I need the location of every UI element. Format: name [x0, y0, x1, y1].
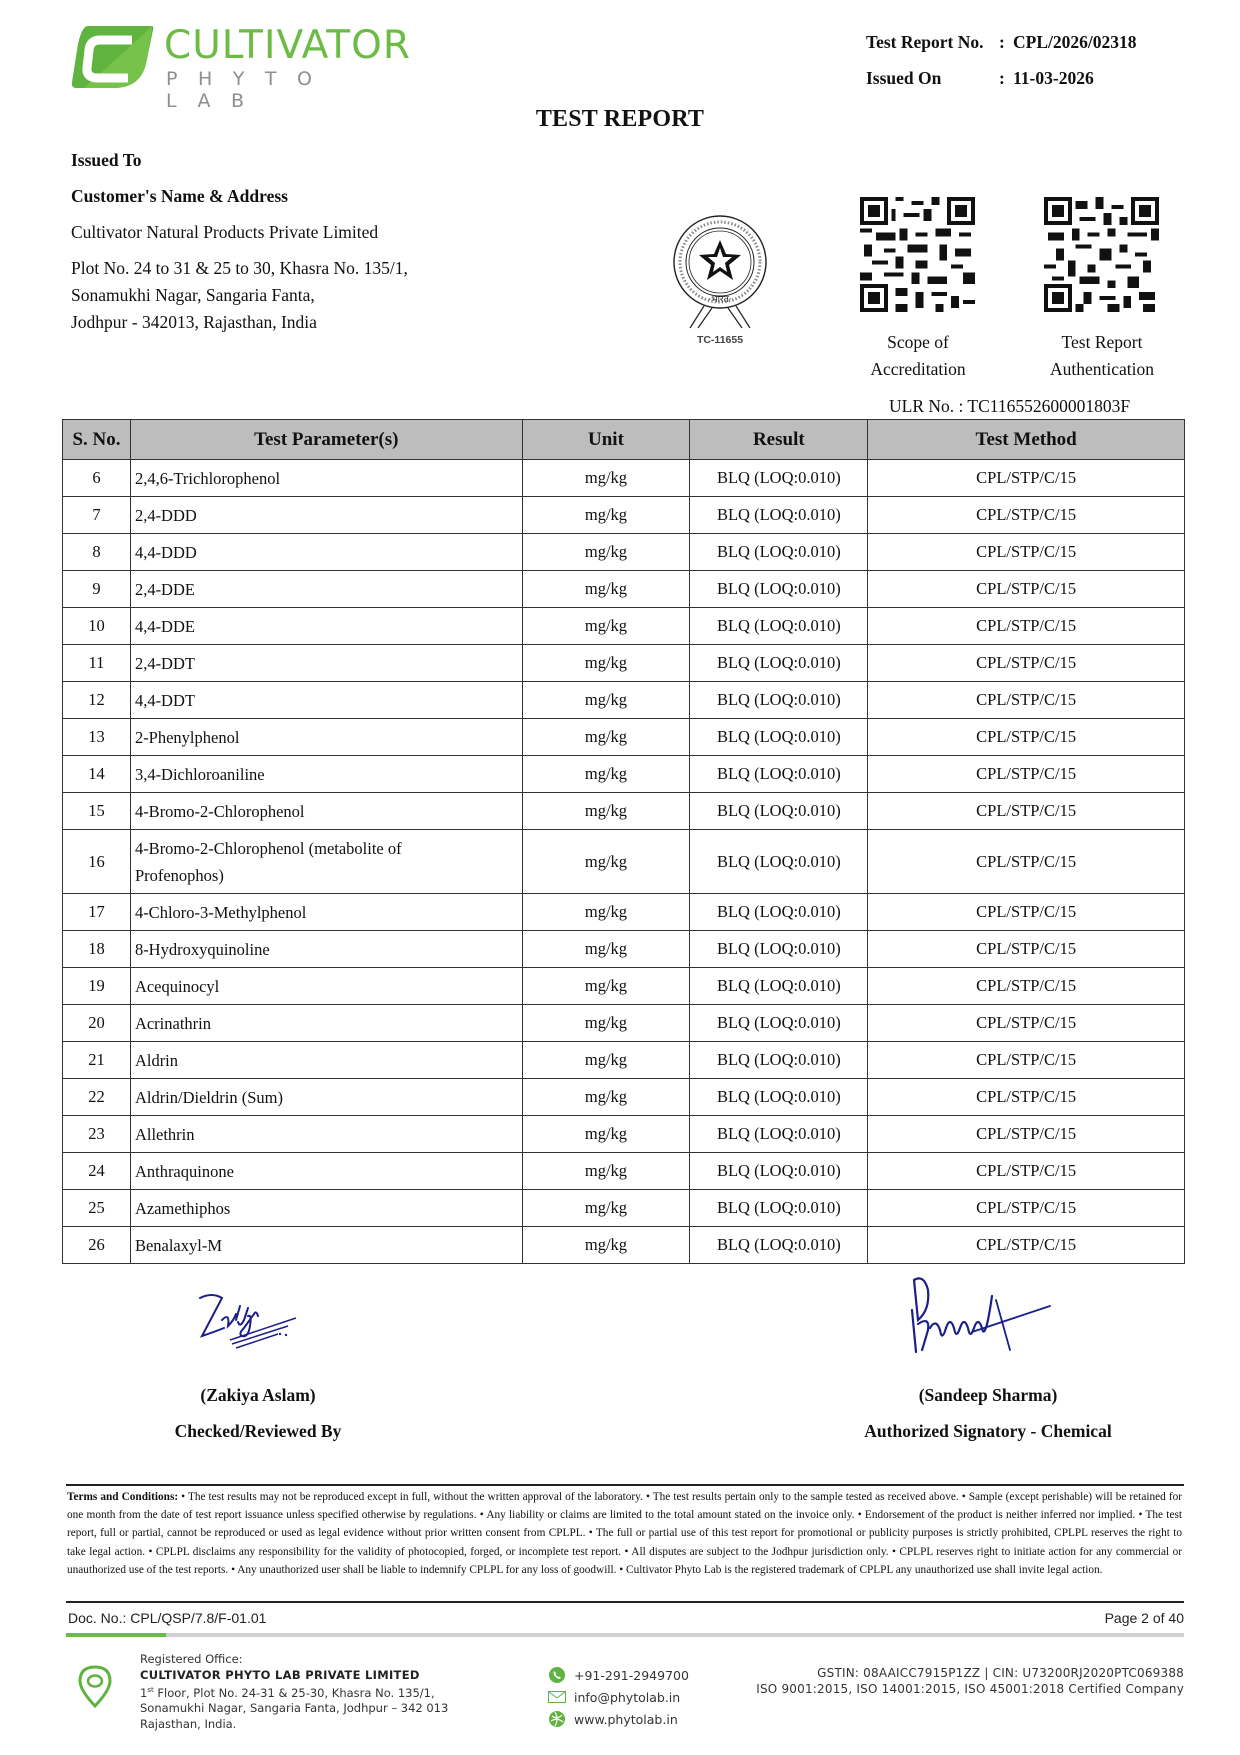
issued-on-value: 11-03-2026 — [1013, 67, 1094, 88]
qr-caption-scope — [828, 329, 1008, 383]
registered-office — [140, 1652, 448, 1732]
cell-unit: mg/kg — [522, 1042, 690, 1079]
parameter-name: 2-Phenylphenol — [134, 727, 240, 747]
signature-zakiya-icon — [192, 1276, 312, 1366]
cell-unit: mg/kg — [522, 756, 690, 793]
cell-sno: 16 — [63, 830, 131, 894]
cell-unit: mg/kg — [522, 608, 690, 645]
cell-method: CPL/STP/C/15 — [868, 830, 1185, 894]
footer-accent-bar — [66, 1633, 166, 1637]
cell-unit: mg/kg — [522, 719, 690, 756]
cell-sno: 9 — [63, 571, 131, 608]
table-row — [63, 571, 1185, 608]
office-label: Registered Office: — [140, 1652, 243, 1666]
table-row — [63, 894, 1185, 931]
address-line-1: Plot No. 24 to 31 & 25 to 30, Khasra No. 135/1, — [71, 258, 408, 278]
cell-unit: mg/kg — [522, 968, 690, 1005]
parameter-name: Azamethiphos — [134, 1198, 231, 1218]
cell-result: BLQ (LOQ:0.010) — [690, 719, 868, 756]
cell-result: BLQ (LOQ:0.010) — [690, 534, 868, 571]
cell-sno: 8 — [63, 534, 131, 571]
table-row — [63, 682, 1185, 719]
qr-code-icon[interactable] — [1044, 197, 1159, 312]
cell-result: BLQ (LOQ:0.010) — [690, 1042, 868, 1079]
parameter-name-continued: Profenophos) — [134, 865, 224, 885]
report-number-label: Test Report No. — [866, 31, 984, 52]
cell-sno: 20 — [63, 1005, 131, 1042]
divider — [66, 1601, 1184, 1603]
cell-parameter — [130, 1227, 522, 1264]
cell-sno: 10 — [63, 608, 131, 645]
svg-text:·भारत·: ·भारत· — [708, 295, 732, 305]
cell-parameter — [130, 1005, 522, 1042]
table-row — [63, 1153, 1185, 1190]
contact-website[interactable] — [548, 1708, 689, 1730]
leaf-c-logo-icon — [70, 24, 154, 90]
signature-sandeep-icon — [900, 1270, 1080, 1360]
cell-unit: mg/kg — [522, 1153, 690, 1190]
cell-unit: mg/kg — [522, 830, 690, 894]
cell-method: CPL/STP/C/15 — [868, 1190, 1185, 1227]
location-pin-icon — [76, 1664, 114, 1708]
cell-result: BLQ (LOQ:0.010) — [690, 608, 868, 645]
brand-subtitle: PHYTO LAB — [166, 68, 333, 112]
office-line-1 — [140, 1683, 448, 1701]
cell-method: CPL/STP/C/15 — [868, 1227, 1185, 1264]
cell-method: CPL/STP/C/15 — [868, 571, 1185, 608]
cell-unit: mg/kg — [522, 1116, 690, 1153]
results-table — [62, 419, 1185, 1264]
cell-unit: mg/kg — [522, 534, 690, 571]
parameter-name: Acrinathrin — [134, 1013, 211, 1033]
cell-sno: 7 — [63, 497, 131, 534]
cell-result: BLQ (LOQ:0.010) — [690, 931, 868, 968]
table-row — [63, 719, 1185, 756]
email-icon — [548, 1689, 566, 1705]
cell-parameter — [130, 497, 522, 534]
column-header-parameter: Test Parameter(s) — [130, 420, 522, 460]
website-url: www.phytolab.in — [574, 1711, 678, 1727]
table-row — [63, 497, 1185, 534]
brand-name: CULTIVATOR — [164, 23, 411, 68]
cell-method: CPL/STP/C/15 — [868, 1042, 1185, 1079]
terms-label: Terms and Conditions: — [67, 1491, 179, 1503]
document-number: Doc. No.: CPL/QSP/7.8/F-01.01 — [68, 1610, 267, 1626]
cell-method: CPL/STP/C/15 — [868, 645, 1185, 682]
parameter-name: Aldrin/Dieldrin (Sum) — [134, 1087, 283, 1107]
table-row — [63, 1190, 1185, 1227]
parameter-name: Anthraquinone — [134, 1161, 234, 1181]
ulr-label: ULR No. — [889, 396, 955, 416]
cell-parameter — [130, 1079, 522, 1116]
accreditation-seal — [660, 212, 780, 352]
floor-suffix: st — [147, 1686, 154, 1694]
cell-result: BLQ (LOQ:0.010) — [690, 793, 868, 830]
terms-text: • The test results may not be reproduced except in full, without the written approval of the laboratory. • The test results pertain only to the sample tested as received above. • Sample (except perishable) will be retained for one month from the date of test report issuance unless specified otherwise by regulations. • Any liability or claims are limited to the total amount stated on the invoice only. • Endorsement of the product is neither inferred nor implied. • The test report, full or partial, cannot be reproduced or used as legal evidence without prior written consent from CPLPL. • The full or partial use of this test report for promotional or publicity purposes is strictly prohibited, CPLPL reserves the right to take legal action. • CPLPL disclaims any responsibility for the validity of photocopied, forged, or incomplete test report. • All disputes are subject to the Jodhpur jurisdiction only. • CPLPL reserves right to initiate action for any commercial or unauthorized use of the test reports. • Any unauthorized user shall be liable to indemnify CPLPL for any loss of goodwill. • Cultivator Phyto Lab is the registered trademark of CPLPL any unauthorized use shall invite legal action. — [67, 1491, 1182, 1576]
globe-icon — [548, 1711, 566, 1727]
cell-parameter — [130, 894, 522, 931]
cell-result: BLQ (LOQ:0.010) — [690, 460, 868, 497]
cell-parameter — [130, 645, 522, 682]
table-body — [63, 460, 1185, 1264]
table-row — [63, 756, 1185, 793]
registration-info — [756, 1665, 1184, 1697]
contact-info — [548, 1664, 689, 1730]
caption-line: Scope of — [887, 332, 949, 352]
cell-unit: mg/kg — [522, 571, 690, 608]
cell-unit: mg/kg — [522, 460, 690, 497]
customer-name: Cultivator Natural Products Private Limited — [71, 222, 379, 242]
cell-unit: mg/kg — [522, 1079, 690, 1116]
column-header-unit: Unit — [522, 420, 690, 460]
cell-method: CPL/STP/C/15 — [868, 1153, 1185, 1190]
table-row — [63, 1079, 1185, 1116]
cell-parameter — [130, 793, 522, 830]
table-row — [63, 608, 1185, 645]
cell-unit: mg/kg — [522, 931, 690, 968]
cell-method: CPL/STP/C/15 — [868, 719, 1185, 756]
cell-result: BLQ (LOQ:0.010) — [690, 645, 868, 682]
cell-method: CPL/STP/C/15 — [868, 460, 1185, 497]
issued-on-label: Issued On — [866, 67, 942, 88]
cell-unit: mg/kg — [522, 1005, 690, 1042]
floor-number: 1 — [140, 1685, 148, 1700]
cell-unit: mg/kg — [522, 1190, 690, 1227]
cell-parameter — [130, 460, 522, 497]
office-company: CULTIVATOR PHYTO LAB PRIVATE LIMITED — [140, 1667, 420, 1682]
address-line-3: Jodhpur - 342013, Rajasthan, India — [71, 312, 317, 332]
nabl-seal-icon — [660, 212, 780, 330]
cell-sno: 17 — [63, 894, 131, 931]
report-meta — [866, 24, 1136, 96]
phone-number: +91-291-2949700 — [574, 1667, 689, 1683]
issued-to-heading: Issued To — [71, 150, 142, 170]
cell-parameter — [130, 682, 522, 719]
cell-result: BLQ (LOQ:0.010) — [690, 1153, 868, 1190]
colon: : — [999, 31, 1005, 52]
cell-result: BLQ (LOQ:0.010) — [690, 1190, 868, 1227]
cell-result: BLQ (LOQ:0.010) — [690, 756, 868, 793]
cell-sno: 14 — [63, 756, 131, 793]
parameter-name: 4,4-DDD — [134, 542, 197, 562]
cell-parameter — [130, 1190, 522, 1227]
cell-method: CPL/STP/C/15 — [868, 968, 1185, 1005]
contact-phone[interactable] — [548, 1664, 689, 1686]
parameter-name: 4-Chloro-3-Methylphenol — [134, 902, 307, 922]
colon: : — [999, 67, 1005, 88]
cell-parameter — [130, 608, 522, 645]
signatory-2-role: Authorized Signatory - Chemical — [864, 1421, 1112, 1441]
cell-result: BLQ (LOQ:0.010) — [690, 968, 868, 1005]
table-row — [63, 968, 1185, 1005]
cell-method: CPL/STP/C/15 — [868, 756, 1185, 793]
signatory-2-name: (Sandeep Sharma) — [918, 1385, 1058, 1405]
cell-method: CPL/STP/C/15 — [868, 894, 1185, 931]
cell-result: BLQ (LOQ:0.010) — [690, 682, 868, 719]
cell-parameter — [130, 1153, 522, 1190]
cell-parameter — [130, 931, 522, 968]
cell-sno: 21 — [63, 1042, 131, 1079]
parameter-name: 4,4-DDT — [134, 690, 195, 710]
cell-method: CPL/STP/C/15 — [868, 608, 1185, 645]
parameter-name: 3,4-Dichloroaniline — [134, 764, 265, 784]
page-title: TEST REPORT — [535, 106, 705, 132]
cell-method: CPL/STP/C/15 — [868, 534, 1185, 571]
cell-sno: 11 — [63, 645, 131, 682]
terms-and-conditions — [67, 1488, 1182, 1579]
table-row — [63, 645, 1185, 682]
qr-code-icon[interactable] — [860, 197, 975, 312]
ulr-value: : TC116552600001803F — [958, 396, 1131, 416]
cell-result: BLQ (LOQ:0.010) — [690, 1079, 868, 1116]
table-header-row — [63, 420, 1185, 460]
cell-parameter — [130, 756, 522, 793]
address-line-2: Sonamukhi Nagar, Sangaria Fanta, — [71, 285, 315, 305]
cell-method: CPL/STP/C/15 — [868, 1116, 1185, 1153]
parameter-name: 4-Bromo-2-Chlorophenol — [134, 801, 305, 821]
cell-parameter — [130, 534, 522, 571]
cell-unit: mg/kg — [522, 682, 690, 719]
qr-caption-authentication — [1012, 329, 1192, 383]
column-header-sno: S. No. — [63, 420, 131, 460]
cell-method: CPL/STP/C/15 — [868, 1079, 1185, 1116]
column-header-method: Test Method — [868, 420, 1185, 460]
page-number: Page 2 of 40 — [1104, 1610, 1184, 1626]
report-number-value: CPL/2026/02318 — [1013, 31, 1137, 52]
table-row — [63, 1005, 1185, 1042]
cell-method: CPL/STP/C/15 — [868, 793, 1185, 830]
company-logo — [70, 23, 430, 112]
caption-line: Authentication — [1049, 359, 1154, 379]
caption-line: Test Report — [1061, 332, 1143, 352]
cell-unit: mg/kg — [522, 645, 690, 682]
parameter-name: Acequinocyl — [134, 976, 220, 996]
parameter-name: Allethrin — [134, 1124, 195, 1144]
table-row — [63, 931, 1185, 968]
issued-on-row — [866, 60, 1136, 96]
table-row — [63, 1116, 1185, 1153]
cell-sno: 25 — [63, 1190, 131, 1227]
parameter-name: 8-Hydroxyquinoline — [134, 939, 270, 959]
office-line-3: Rajasthan, India. — [140, 1716, 237, 1731]
parameter-name: 4,4-DDE — [134, 616, 195, 636]
report-number-row — [866, 24, 1136, 60]
table-row — [63, 793, 1185, 830]
parameter-name: 2,4-DDD — [134, 505, 197, 525]
parameter-name: 2,4,6-Trichlorophenol — [134, 468, 281, 488]
cell-parameter — [130, 571, 522, 608]
cell-unit: mg/kg — [522, 793, 690, 830]
office-line-2: Sonamukhi Nagar, Sangaria Fanta, Jodhpur – 342 013 — [140, 1701, 449, 1716]
divider — [66, 1484, 1184, 1486]
cell-method: CPL/STP/C/15 — [868, 682, 1185, 719]
cell-parameter — [130, 719, 522, 756]
cell-method: CPL/STP/C/15 — [868, 931, 1185, 968]
email-address: info@phytolab.in — [574, 1689, 681, 1705]
signatory-1-role: Checked/Reviewed By — [174, 1421, 342, 1441]
caption-line: Accreditation — [870, 359, 966, 379]
cell-result: BLQ (LOQ:0.010) — [690, 1227, 868, 1264]
parameter-name: Aldrin — [134, 1050, 179, 1070]
cell-parameter — [130, 1042, 522, 1079]
gst-cin: GSTIN: 08AAICC7915P1ZZ | CIN: U73200RJ2020PTC069388 — [817, 1666, 1184, 1680]
parameter-name: 2,4-DDE — [134, 579, 195, 599]
cell-method: CPL/STP/C/15 — [868, 497, 1185, 534]
footer-divider — [66, 1633, 1184, 1637]
cell-parameter — [130, 968, 522, 1005]
parameter-name: 4-Bromo-2-Chlorophenol (metabolite of — [134, 838, 402, 858]
office-line-1-text: Floor, Plot No. 24-31 & 25-30, Khasra No. 135/1, — [153, 1685, 435, 1700]
phone-icon — [548, 1667, 566, 1683]
cell-sno: 18 — [63, 931, 131, 968]
table-row — [63, 534, 1185, 571]
cell-sno: 12 — [63, 682, 131, 719]
cell-unit: mg/kg — [522, 497, 690, 534]
cell-unit: mg/kg — [522, 894, 690, 931]
cell-parameter — [130, 830, 522, 894]
parameter-name: 2,4-DDT — [134, 653, 195, 673]
cell-result: BLQ (LOQ:0.010) — [690, 1005, 868, 1042]
table-row — [63, 1042, 1185, 1079]
cell-sno: 23 — [63, 1116, 131, 1153]
cell-parameter — [130, 1116, 522, 1153]
cell-sno: 24 — [63, 1153, 131, 1190]
cell-sno: 6 — [63, 460, 131, 497]
cell-sno: 13 — [63, 719, 131, 756]
parameter-name: Benalaxyl-M — [134, 1235, 222, 1255]
signatory-1-name: (Zakiya Aslam) — [200, 1385, 316, 1405]
cell-sno: 15 — [63, 793, 131, 830]
cell-sno: 22 — [63, 1079, 131, 1116]
customer-heading: Customer's Name & Address — [71, 186, 288, 206]
cell-result: BLQ (LOQ:0.010) — [690, 571, 868, 608]
table-row — [63, 830, 1185, 894]
table-row — [63, 1227, 1185, 1264]
ulr-number — [889, 396, 1130, 417]
cell-unit: mg/kg — [522, 1227, 690, 1264]
cell-result: BLQ (LOQ:0.010) — [690, 497, 868, 534]
cell-result: BLQ (LOQ:0.010) — [690, 894, 868, 931]
column-header-result: Result — [690, 420, 868, 460]
cell-result: BLQ (LOQ:0.010) — [690, 830, 868, 894]
accreditation-code: TC-11655 — [696, 334, 744, 346]
iso-certifications: ISO 9001:2015, ISO 14001:2015, ISO 45001:2018 Certified Company — [756, 1682, 1184, 1696]
cell-method: CPL/STP/C/15 — [868, 1005, 1185, 1042]
table-row — [63, 460, 1185, 497]
contact-email[interactable] — [548, 1686, 689, 1708]
cell-sno: 26 — [63, 1227, 131, 1264]
cell-result: BLQ (LOQ:0.010) — [690, 1116, 868, 1153]
cell-sno: 19 — [63, 968, 131, 1005]
